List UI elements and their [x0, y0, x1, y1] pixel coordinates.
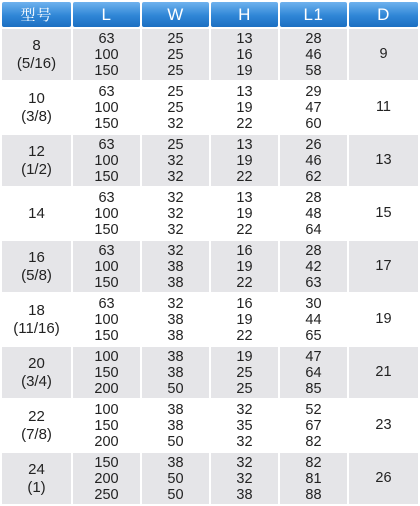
value-l1: 26	[305, 136, 322, 153]
value-l: 150	[94, 168, 119, 185]
model-inch: (7/8)	[21, 425, 52, 443]
value-w: 32	[167, 189, 184, 206]
cell-l1	[280, 241, 347, 292]
cell-l	[73, 400, 140, 451]
value-l: 63	[98, 295, 115, 312]
cell-l1	[280, 135, 347, 186]
cell-d: 17	[349, 241, 418, 292]
model-size: 18	[28, 301, 45, 319]
model-cell	[2, 29, 71, 80]
cell-l	[73, 241, 140, 292]
value-h: 19	[236, 62, 253, 79]
cell-l	[73, 29, 140, 80]
cell-w	[142, 400, 209, 451]
value-w: 38	[167, 454, 184, 471]
value-l: 200	[94, 470, 119, 487]
value-l: 100	[94, 152, 119, 169]
value-w: 32	[167, 242, 184, 259]
value-h: 13	[236, 136, 253, 153]
cell-h	[211, 188, 278, 239]
model-cell	[2, 347, 71, 398]
value-w: 38	[167, 364, 184, 381]
value-l: 150	[94, 221, 119, 238]
cell-l	[73, 453, 140, 504]
value-l: 150	[94, 364, 119, 381]
value-w: 38	[167, 327, 184, 344]
value-l: 63	[98, 242, 115, 259]
cell-h	[211, 135, 278, 186]
value-w: 25	[167, 99, 184, 116]
cell-d: 9	[349, 29, 418, 80]
value-l1: 46	[305, 46, 322, 63]
value-w: 50	[167, 380, 184, 397]
model-cell	[2, 453, 71, 504]
value-w: 25	[167, 46, 184, 63]
table-body	[2, 29, 418, 504]
value-h: 16	[236, 46, 253, 63]
value-w: 38	[167, 311, 184, 328]
model-cell	[2, 241, 71, 292]
cell-l1	[280, 188, 347, 239]
cell-l1	[280, 400, 347, 451]
value-w: 50	[167, 486, 184, 503]
model-inch: (5/16)	[16, 54, 57, 72]
value-l1: 60	[305, 115, 322, 132]
value-h: 32	[236, 470, 253, 487]
value-w: 32	[167, 115, 184, 132]
cell-h	[211, 82, 278, 133]
value-l1: 47	[305, 99, 322, 116]
value-h: 16	[236, 295, 253, 312]
value-w: 38	[167, 258, 184, 275]
model-size: 12	[28, 142, 45, 160]
value-l1: 63	[305, 274, 322, 291]
cell-d: 15	[349, 188, 418, 239]
value-l1: 64	[305, 364, 322, 381]
cell-l1	[280, 29, 347, 80]
cell-h	[211, 294, 278, 345]
cell-h	[211, 29, 278, 80]
model-inch: (1)	[27, 478, 46, 496]
value-l: 100	[94, 258, 119, 275]
value-h: 22	[236, 274, 253, 291]
value-w: 25	[167, 30, 184, 47]
cell-w	[142, 188, 209, 239]
table-row	[2, 29, 418, 80]
model-size: 16	[28, 248, 45, 266]
value-l1: 44	[305, 311, 322, 328]
value-h: 22	[236, 221, 253, 238]
value-w: 38	[167, 401, 184, 418]
cell-l	[73, 82, 140, 133]
header-l: L	[73, 2, 140, 27]
model-inch: (3/8)	[21, 107, 52, 125]
value-l: 150	[94, 454, 119, 471]
value-l: 150	[94, 62, 119, 79]
value-l1: 88	[305, 486, 322, 503]
value-l: 150	[94, 115, 119, 132]
value-h: 19	[236, 99, 253, 116]
model-inch: (1/2)	[21, 160, 52, 178]
cell-d: 21	[349, 347, 418, 398]
cell-w	[142, 453, 209, 504]
value-h: 25	[236, 380, 253, 397]
value-l: 63	[98, 83, 115, 100]
cell-d: 23	[349, 400, 418, 451]
model-size: 24	[28, 460, 45, 478]
value-l: 63	[98, 30, 115, 47]
value-h: 19	[236, 348, 253, 365]
cell-w	[142, 294, 209, 345]
value-l1: 52	[305, 401, 322, 418]
value-w: 25	[167, 62, 184, 79]
model-size: 22	[28, 407, 45, 425]
table-row	[2, 294, 418, 345]
cell-l	[73, 347, 140, 398]
value-l1: 30	[305, 295, 322, 312]
value-l1: 28	[305, 189, 322, 206]
value-l: 150	[94, 274, 119, 291]
model-size: 8	[32, 36, 41, 54]
cell-h	[211, 453, 278, 504]
value-l1: 81	[305, 470, 322, 487]
header-row	[2, 2, 418, 27]
value-h: 32	[236, 401, 253, 418]
value-w: 32	[167, 221, 184, 238]
value-l1: 85	[305, 380, 322, 397]
cell-w	[142, 135, 209, 186]
value-h: 13	[236, 189, 253, 206]
value-h: 19	[236, 152, 253, 169]
value-l1: 47	[305, 348, 322, 365]
model-cell	[2, 135, 71, 186]
cell-l1	[280, 347, 347, 398]
value-w: 25	[167, 83, 184, 100]
model-size: 10	[28, 89, 45, 107]
cell-d: 26	[349, 453, 418, 504]
cell-l	[73, 135, 140, 186]
value-l: 250	[94, 486, 119, 503]
value-l1: 82	[305, 433, 322, 450]
value-l1: 82	[305, 454, 322, 471]
table-row	[2, 400, 418, 451]
value-l: 150	[94, 417, 119, 434]
value-l1: 29	[305, 83, 322, 100]
header-w: W	[142, 2, 209, 27]
value-w: 50	[167, 470, 184, 487]
value-h: 38	[236, 486, 253, 503]
cell-h	[211, 347, 278, 398]
value-h: 22	[236, 168, 253, 185]
model-cell	[2, 400, 71, 451]
value-h: 35	[236, 417, 253, 434]
value-l1: 28	[305, 242, 322, 259]
value-l1: 58	[305, 62, 322, 79]
header-d: D	[349, 2, 418, 27]
cell-w	[142, 241, 209, 292]
cell-l1	[280, 82, 347, 133]
cell-h	[211, 241, 278, 292]
model-cell	[2, 188, 71, 239]
value-l1: 28	[305, 30, 322, 47]
header-model: 型号	[2, 2, 71, 27]
value-w: 38	[167, 274, 184, 291]
value-h: 19	[236, 311, 253, 328]
value-l1: 65	[305, 327, 322, 344]
cell-l1	[280, 453, 347, 504]
value-l: 200	[94, 380, 119, 397]
table-row	[2, 241, 418, 292]
cell-w	[142, 29, 209, 80]
cell-h	[211, 400, 278, 451]
cell-w	[142, 347, 209, 398]
value-l: 100	[94, 348, 119, 365]
model-inch: (11/16)	[13, 319, 60, 337]
value-l1: 46	[305, 152, 322, 169]
value-l: 100	[94, 311, 119, 328]
header-l1: L1	[280, 2, 347, 27]
table-row	[2, 453, 418, 504]
value-l1: 48	[305, 205, 322, 222]
value-w: 32	[167, 152, 184, 169]
cell-d: 13	[349, 135, 418, 186]
value-h: 19	[236, 205, 253, 222]
cell-d: 11	[349, 82, 418, 133]
value-l1: 67	[305, 417, 322, 434]
table-row	[2, 188, 418, 239]
value-w: 38	[167, 417, 184, 434]
value-h: 19	[236, 258, 253, 275]
cell-l	[73, 294, 140, 345]
table-row	[2, 82, 418, 133]
model-inch: (3/4)	[21, 372, 52, 390]
value-w: 38	[167, 348, 184, 365]
cell-d: 19	[349, 294, 418, 345]
cell-w	[142, 82, 209, 133]
model-size: 14	[28, 204, 45, 222]
value-l1: 42	[305, 258, 322, 275]
value-l: 200	[94, 433, 119, 450]
value-h: 13	[236, 83, 253, 100]
value-h: 22	[236, 327, 253, 344]
value-h: 32	[236, 454, 253, 471]
value-w: 32	[167, 168, 184, 185]
value-h: 16	[236, 242, 253, 259]
value-l: 100	[94, 46, 119, 63]
table-row	[2, 347, 418, 398]
model-inch: (5/8)	[21, 266, 52, 284]
value-h: 13	[236, 30, 253, 47]
value-h: 32	[236, 433, 253, 450]
model-size: 20	[28, 354, 45, 372]
value-w: 25	[167, 136, 184, 153]
cell-l	[73, 188, 140, 239]
value-w: 32	[167, 205, 184, 222]
value-l1: 62	[305, 168, 322, 185]
value-l: 63	[98, 189, 115, 206]
value-l: 100	[94, 401, 119, 418]
value-w: 50	[167, 433, 184, 450]
value-w: 32	[167, 295, 184, 312]
value-h: 22	[236, 115, 253, 132]
value-l: 150	[94, 327, 119, 344]
value-l: 100	[94, 99, 119, 116]
header-h: H	[211, 2, 278, 27]
value-h: 25	[236, 364, 253, 381]
model-cell	[2, 82, 71, 133]
value-l: 63	[98, 136, 115, 153]
cell-l1	[280, 294, 347, 345]
model-cell	[2, 294, 71, 345]
value-l: 100	[94, 205, 119, 222]
value-l1: 64	[305, 221, 322, 238]
table-row	[2, 135, 418, 186]
